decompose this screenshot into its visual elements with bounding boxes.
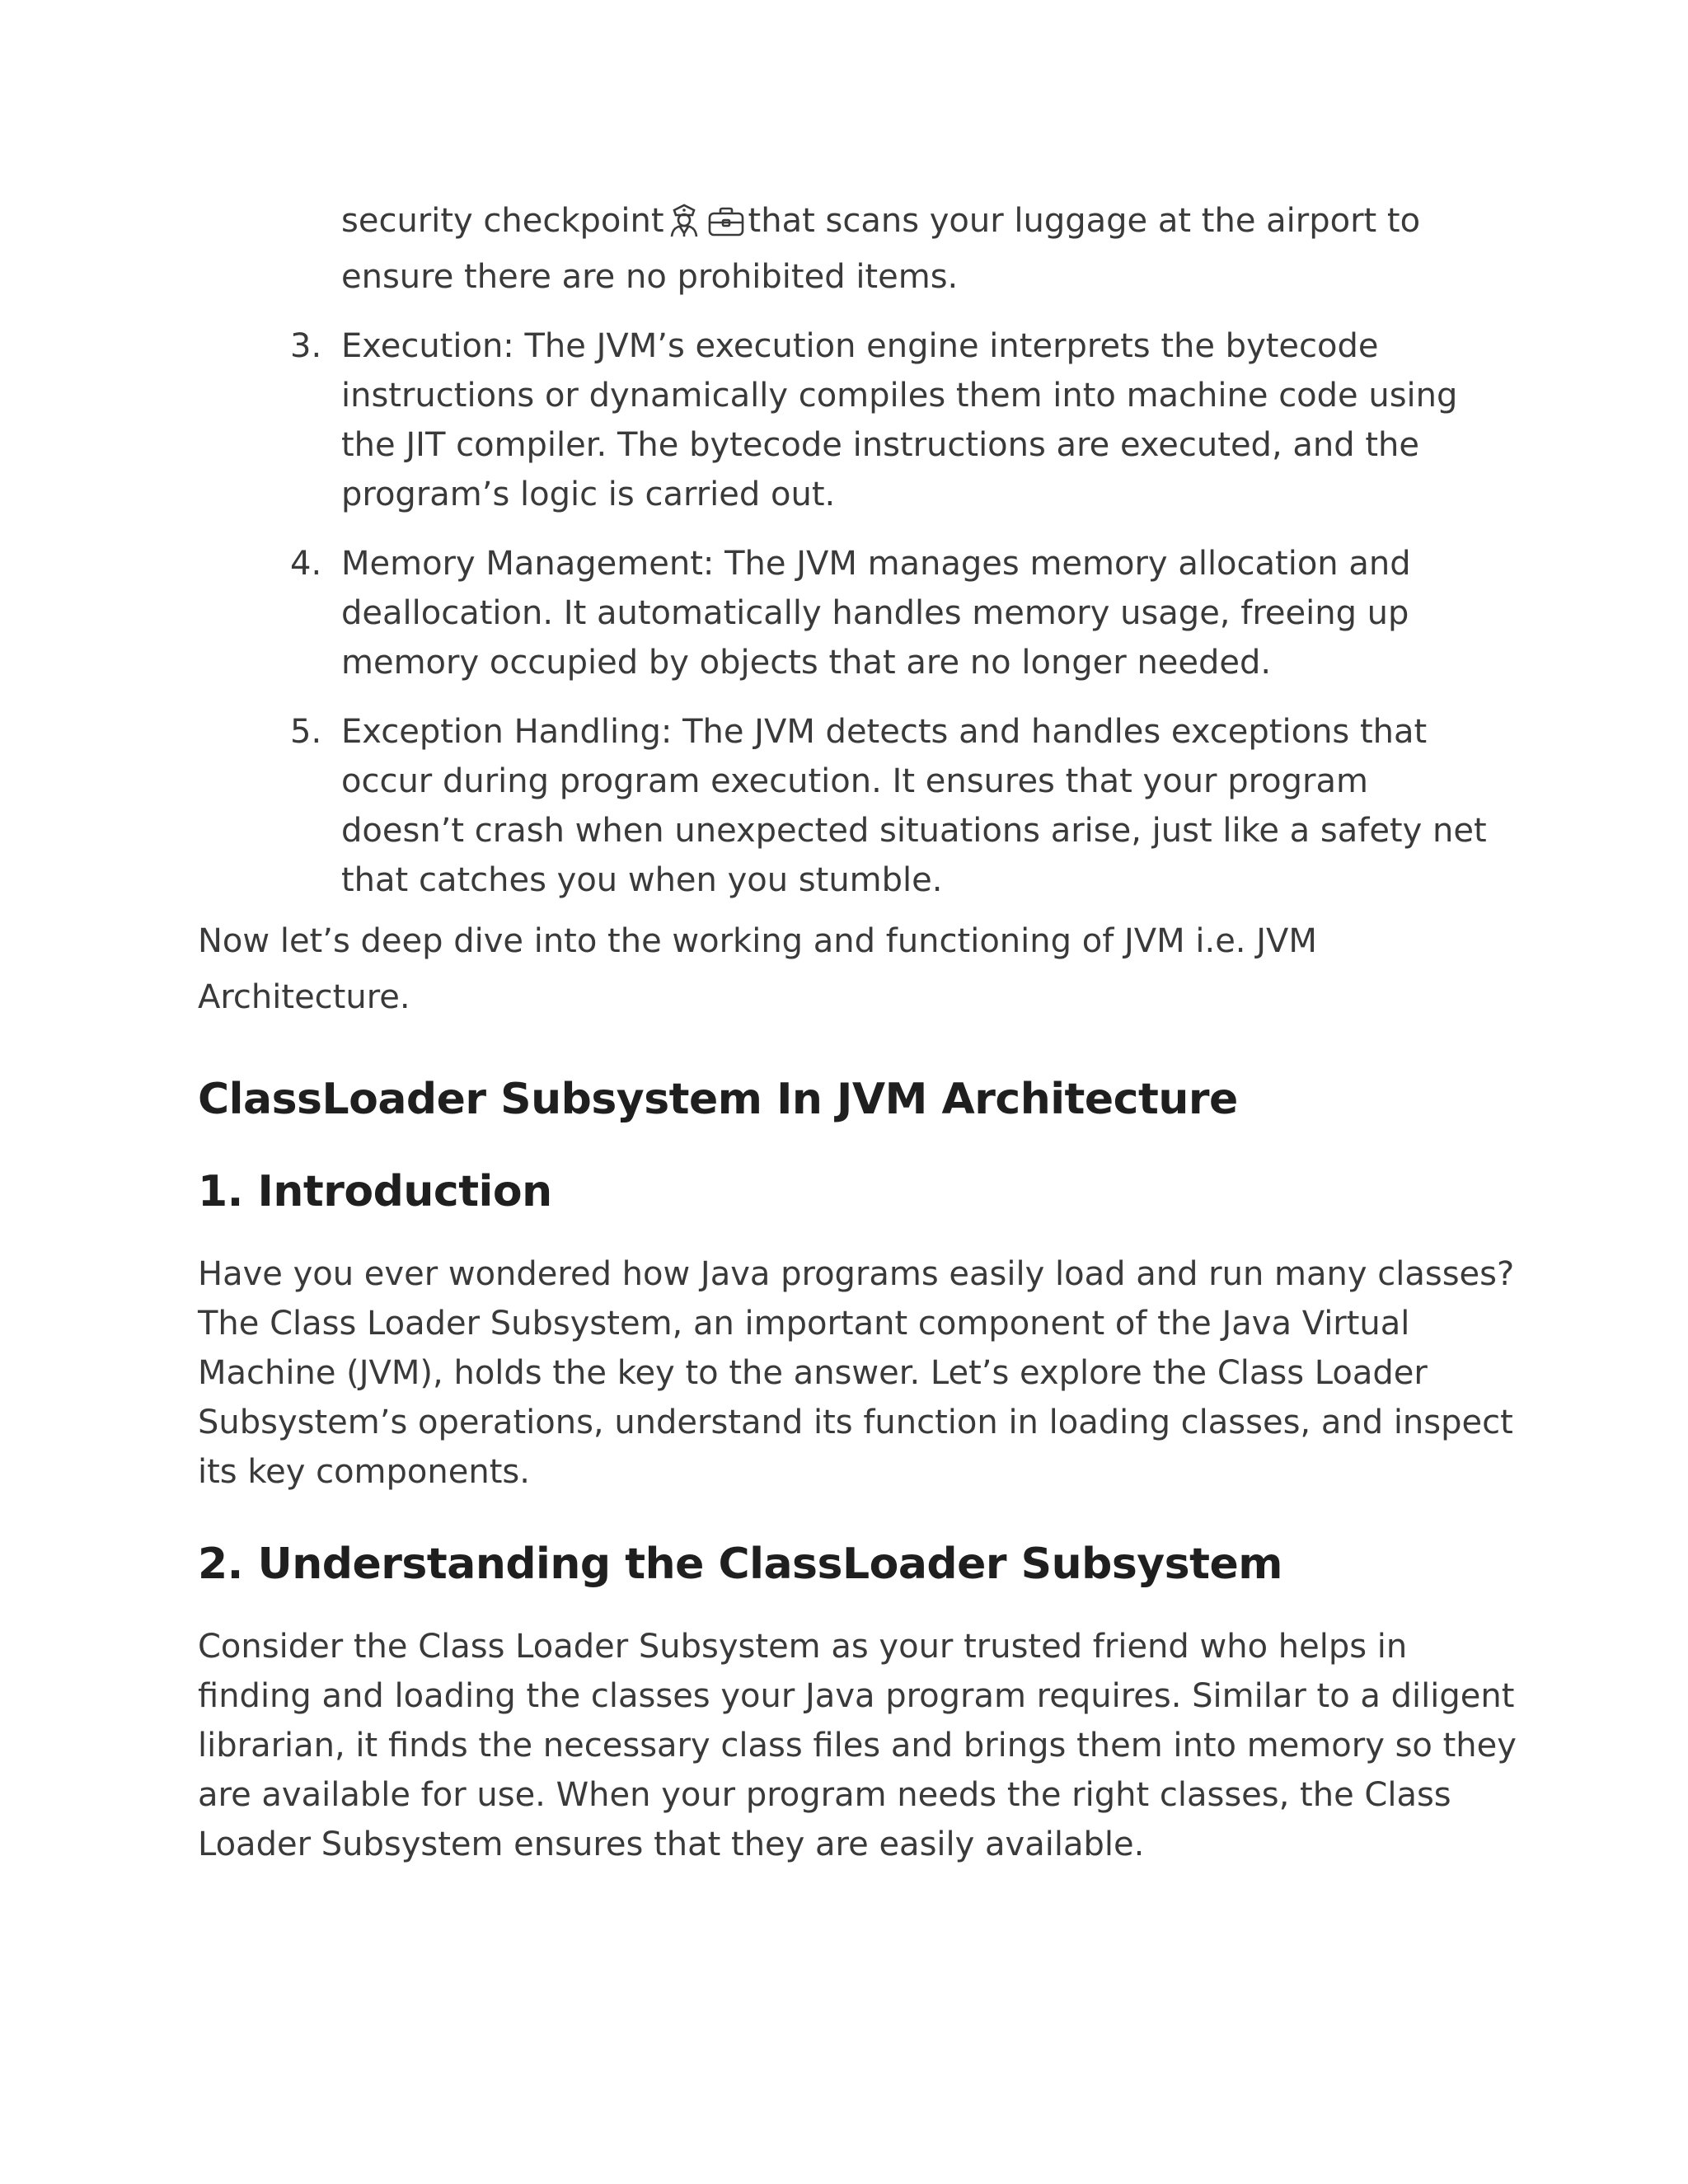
list-number: 4. bbox=[290, 545, 322, 583]
list-item bbox=[280, 539, 1500, 687]
list-item bbox=[280, 321, 1500, 519]
list-number: 5. bbox=[290, 713, 322, 751]
police-officer-icon bbox=[668, 202, 701, 252]
continuation-text-after: that scans your luggage at the airport to ensure there are no prohibited items. bbox=[341, 202, 1421, 296]
section-title: ClassLoader Subsystem In JVM Architecture bbox=[198, 1075, 1238, 1124]
list-item-text: Execution: The JVM’s execution engine interprets the bytecode instructions or dynamically compiles them into machine code using the JIT compiler. The bytecode instructions are executed, and the program’s logic is carried out. bbox=[341, 327, 1458, 513]
introduction-body: Have you ever wondered how Java programs easily load and run many classes? The Class Loader Subsystem, an important component of the Java Virtual Machine (JVM), holds the key to the answer. Let’s explore the Class Loader Subsystem’s operations, understand its function in loading classes, and inspect its key components. bbox=[198, 1255, 1515, 1491]
understanding-body: Consider the Class Loader Subsystem as your trusted friend who helps in finding and loading the classes your Java program requires. Similar to a diligent librarian, it finds the necessary class files and brings them into memory so they are available for use. When your program needs the right classes, the Class Loader Subsystem ensures that they are easily available. bbox=[198, 1628, 1517, 1863]
intro-paragraph: Now let’s deep dive into the working and functioning of JVM i.e. JVM Architecture. bbox=[198, 922, 1317, 1016]
numbered-list bbox=[280, 196, 1500, 925]
list-item-continuation bbox=[280, 196, 1500, 302]
list-number: 3. bbox=[290, 327, 322, 365]
introduction-heading: 1. Introduction bbox=[198, 1167, 552, 1216]
understanding-heading: 2. Understanding the ClassLoader Subsystem bbox=[198, 1540, 1282, 1589]
list-item bbox=[280, 707, 1500, 905]
list-item-text: Memory Management: The JVM manages memory allocation and deallocation. It automatically handles memory usage, freeing up memory occupied by objects that are no longer needed. bbox=[341, 545, 1411, 682]
list-item-text: Exception Handling: The JVM detects and handles exceptions that occur during program execution. It ensures that your program doesn’t crash when unexpected situations arise, just like a safety net that catches you when you stumble. bbox=[341, 713, 1487, 899]
briefcase-icon bbox=[707, 203, 745, 252]
continuation-text-before: security checkpoint bbox=[341, 202, 664, 240]
